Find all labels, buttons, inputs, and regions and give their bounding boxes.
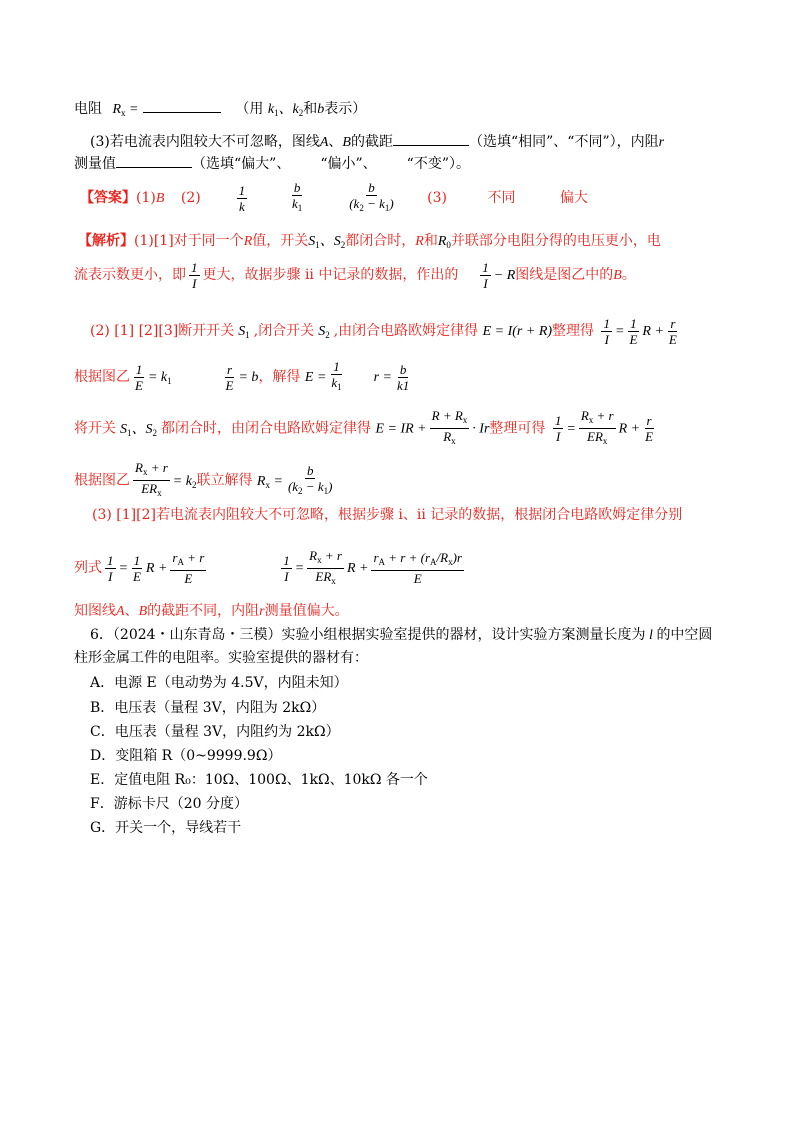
question-line-3: 测量值 （选填“偏大”、 “偏小”、 “不变”）。 <box>74 153 470 174</box>
answer-blank-intercept[interactable] <box>393 131 469 146</box>
question-line-2: (3)若电流表内阻较大不可忽略，图线A、B的截距 （选填“相同”、“不同”），内阻r <box>90 131 664 153</box>
analysis-line-2: 流表示数更小，即 $\frac{1}{I}$ 更大，故据步骤 ii 中记录的数据，作出的 $\frac{1}{I}$ − R图线是图乙中的B。 <box>74 259 636 291</box>
problem-6-stem-2: 柱形金属工件的电阻率。实验室提供的器材有： <box>74 650 368 666</box>
analysis-line-7: (3) [1][2]若电流表内阻较大不可忽略，根据步骤 i、ii 记录的数据，根据闭合电路欧姆定律分别 <box>92 507 683 523</box>
analysis-line-1: 【解析】(1)[1]对于同一个R值，开关$S_1$、$S_2$都闭合时，R和$R_0$并联部分电阻分得的电压更小，电 <box>78 233 661 250</box>
analysis-line-4: 根据图乙 $\frac{1}{E}$ = $k_1$ $\frac{r}{E}$ = b，解得 E = $\frac{1}{k_1}$ r = $\frac{b}{k1}$ <box>74 359 410 393</box>
option-f: F．游标卡尺（20 分度） <box>90 796 248 812</box>
analysis-line-3: (2) [1] [2][3]断开开关 $S_1$ ,闭合开关 $S_2$ ,由闭合电路欧姆定律得 E = I(r + R)整理得 $\frac{1}{I}$ = $\frac{1}{E}$ R + $\frac{r}{E}$ <box>90 315 677 347</box>
answer-blank-r[interactable] <box>116 153 192 168</box>
answer-blank-rx[interactable] <box>143 98 221 113</box>
answer-line: 【答案】(1)B (2) $\frac{1}{k}$ $\frac{b}{k_1}$ $\frac{b}{(k_2 - k_1)}$ (3) 不同 偏大 <box>80 180 588 214</box>
analysis-line-9: 知图线A、B的截距不同，内阻r测量值偏大。 <box>74 603 349 619</box>
analysis-line-6: 根据图乙 $\frac{R_x + r}{ER_x}$ = $k_2$联立解得 $R_x$ = $\frac{b}{(k_2 - k_1)}$ <box>74 460 333 498</box>
analysis-line-5: 将开关 $S_1$、$S_2$ 都闭合时，由闭合电路欧姆定律得 E = IR + $\frac{R + R_x}{R_x}$ · Ir整理可得 $\frac{1}{I}$ = $\frac{R_x + r}{ER_x}$ R + $\frac{r}{E}$ <box>74 408 654 446</box>
problem-6-stem-1: 6．（2024・山东青岛・三模）实验小组根据实验室提供的器材，设计实验方案测量长度为 l 的中空圆 <box>90 627 713 643</box>
option-d: D．变阻箱 R（0~9999.9Ω） <box>90 748 282 764</box>
option-b: B．电压表（量程 3V，内阻为 2kΩ） <box>90 700 326 716</box>
option-e: E．定值电阻 R₀：10Ω、100Ω、1kΩ、10kΩ 各一个 <box>90 772 428 788</box>
question-line-1: 电阻 $R_x$ = （用 $k_1$、$k_2$和b表示） <box>74 98 366 123</box>
option-c: C．电压表（量程 3V，内阻约为 2kΩ） <box>90 724 340 740</box>
option-g: G．开关一个，导线若干 <box>90 820 242 836</box>
analysis-line-8: 列式 $\frac{1}{I}$ = $\frac{1}{E}$ R + $\frac{r_A + r}{E}$ $\frac{1}{I}$ = $\frac{R_x + r}{ER_x}$ R + $\frac{r_A + r + (r_A/R_x)r}{E}$ <box>74 547 462 586</box>
option-a: A．电源 E（电动势为 4.5V，内阻未知） <box>90 675 348 691</box>
